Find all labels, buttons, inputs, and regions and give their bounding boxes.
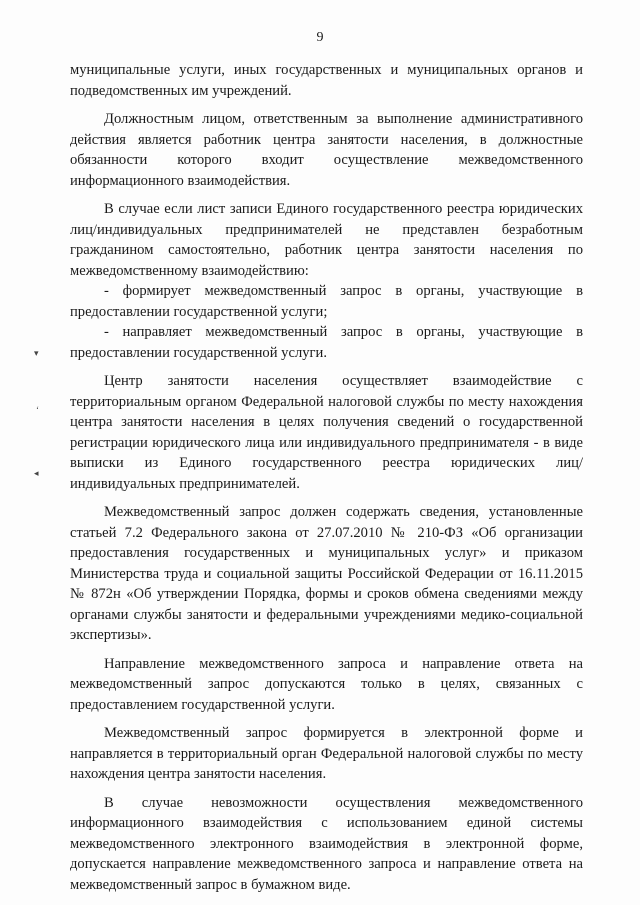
list-item: - формирует межведомственный запрос в органы, участвующие в предоставлении государственной услуги; (70, 283, 583, 320)
paragraph: В случае если лист записи Единого государственного реестра юридических лиц/индивидуальных предпринимателей не представлен безработным гражданином самостоятельно, работник центра занятости населения по межведомственному взаимодействию: (70, 201, 583, 279)
document-body (70, 60, 583, 903)
paragraph: Направление межведомственного запроса и направление ответа на межведомственный запрос допускаются только в целях, связанных с предоставлением государственной услуги. (70, 655, 583, 713)
page-number: 9 (316, 30, 324, 45)
paragraph: В случае невозможности осуществления межведомственного информационного взаимодействия с использованием единой системы межведомственного электронного взаимодействия в электронной форме, допускается направление межведомственного запроса и направление ответа на межведомственный запрос в бумажном виде. (70, 794, 583, 893)
paragraph: Межведомственный запрос должен содержать сведения, установленные статьей 7.2 Федерального закона от 27.07.2010 № 210-ФЗ «Об организации предоставления государственных и муниципальных услуг» и приказом Министерства труда и социальной защиты Российской Федерации от 16.11.2015 № 872н «Об утверждении Порядка, формы и сроков обмена сведениями между органами службы занятости и федеральными учреждениями медико-социальной экспертизы». (70, 504, 583, 643)
paragraph: Должностным лицом, ответственным за выполнение административного действия является работник центра занятости населения, в должностные обязанности которого входит осуществление межведомственного информационного взаимодействия. (70, 111, 583, 189)
scan-mark: ◂ (34, 468, 39, 478)
paragraph: Центр занятости населения осуществляет взаимодействие с территориальным органом Федеральной налоговой службы по месту нахождения центра занятости населения в целях получения сведений о государственной регистрации юридического лица или индивидуального предпринимателя - в виде выписки из Единого государственного реестра юридических лиц/индивидуальных предпринимателей. (70, 373, 583, 492)
paragraph: Межведомственный запрос формируется в электронной форме и направляется в территориальный орган Федеральной налоговой службы по месту нахождения центра занятости населения. (70, 725, 583, 782)
paragraph: муниципальные услуги, иных государственных и муниципальных органов и подведомственных им учреждений. (70, 62, 583, 99)
scan-mark: ▾ (34, 348, 39, 358)
scan-mark: ʻ (36, 405, 39, 415)
list-item: - направляет межведомственный запрос в органы, участвующие в предоставлении государственной услуги. (70, 324, 583, 361)
